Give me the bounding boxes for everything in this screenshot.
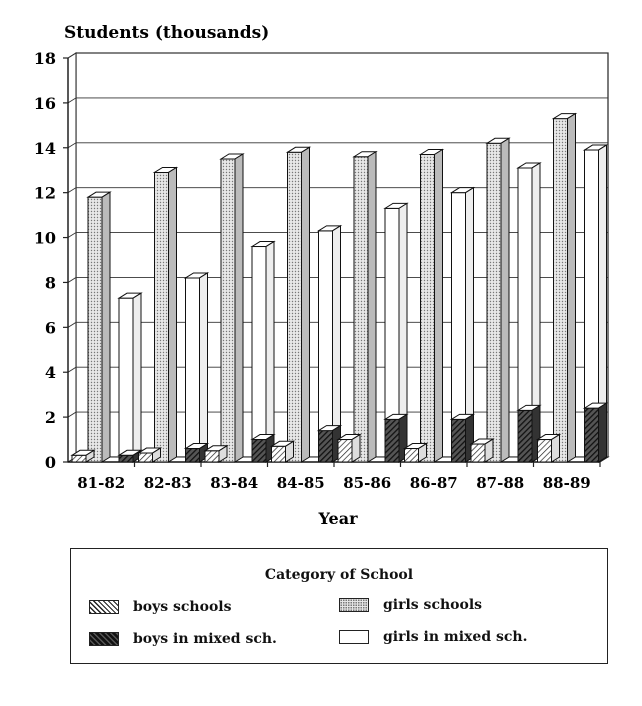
legend-label-boys-schools: boys schools xyxy=(133,599,232,615)
bar-boys-schools xyxy=(471,439,493,462)
bar-boys-schools xyxy=(538,435,560,462)
x-tick-label: 88-89 xyxy=(542,474,591,492)
y-tick-label: 8 xyxy=(44,273,56,293)
bar-boys-mixed xyxy=(452,414,474,462)
y-tick-label: 10 xyxy=(33,228,56,248)
legend-swatch-girls-mixed xyxy=(339,630,369,644)
y-tick-label: 4 xyxy=(44,363,56,383)
bar-boys-mixed xyxy=(518,405,540,462)
plot-side-wall xyxy=(68,53,76,462)
y-tick-label: 6 xyxy=(44,318,56,338)
y-tick-label: 18 xyxy=(33,49,56,68)
legend-swatch-girls-schools xyxy=(339,598,369,612)
legend-label-girls-mixed: girls in mixed sch. xyxy=(383,629,528,645)
bar-girls-schools xyxy=(155,167,177,462)
legend-item-boys-mixed xyxy=(89,631,277,647)
legend-title: Category of School xyxy=(264,567,414,583)
bar-girls-schools xyxy=(487,138,509,462)
legend-label-girls-schools: girls schools xyxy=(383,597,483,613)
x-tick-label: 81-82 xyxy=(77,474,126,492)
bar-girls-schools xyxy=(354,152,376,462)
bar-girls-mixed xyxy=(119,293,141,462)
legend-item-boys-schools xyxy=(89,599,231,615)
legend-item-girls-schools xyxy=(339,597,482,613)
y-tick-label: 2 xyxy=(44,408,56,428)
y-tick-label: 12 xyxy=(33,183,56,203)
y-tick-label: 16 xyxy=(33,93,56,113)
bar-girls-schools xyxy=(88,192,110,462)
bar-boys-schools xyxy=(205,446,227,462)
bar-boys-schools xyxy=(272,441,294,462)
legend-label-boys-mixed: boys in mixed sch. xyxy=(133,631,277,647)
bar-girls-schools xyxy=(221,154,243,462)
bar-girls-schools xyxy=(288,147,310,462)
legend-swatch-boys-schools xyxy=(89,600,119,614)
bar-boys-mixed xyxy=(252,435,274,462)
x-tick-label: 85-86 xyxy=(343,474,392,492)
x-tick-label: 84-85 xyxy=(276,474,325,492)
bar-girls-mixed xyxy=(186,273,208,462)
bar-boys-mixed xyxy=(186,444,208,462)
y-tick-label: 14 xyxy=(33,138,56,158)
bar-girls-mixed xyxy=(252,242,274,462)
bar-boys-schools xyxy=(338,435,360,462)
x-axis-title: Year xyxy=(318,509,358,528)
x-tick-label: 83-84 xyxy=(210,474,259,492)
bar-boys-mixed xyxy=(585,403,607,462)
legend xyxy=(70,548,608,664)
bar-boys-schools xyxy=(405,444,427,462)
legend-swatch-boys-mixed xyxy=(89,632,119,646)
bar-girls-schools xyxy=(421,150,443,462)
x-tick-label: 86-87 xyxy=(409,474,458,492)
y-tick-label: 0 xyxy=(44,453,56,472)
bar-boys-mixed xyxy=(319,426,341,462)
bar-boys-mixed xyxy=(385,414,407,462)
y-axis-title: Students (thousands) xyxy=(64,23,270,43)
bar-girls-schools xyxy=(554,114,576,462)
legend-item-girls-mixed xyxy=(339,629,527,645)
x-tick-label: 82-83 xyxy=(143,474,192,492)
x-tick-label: 87-88 xyxy=(476,474,525,492)
